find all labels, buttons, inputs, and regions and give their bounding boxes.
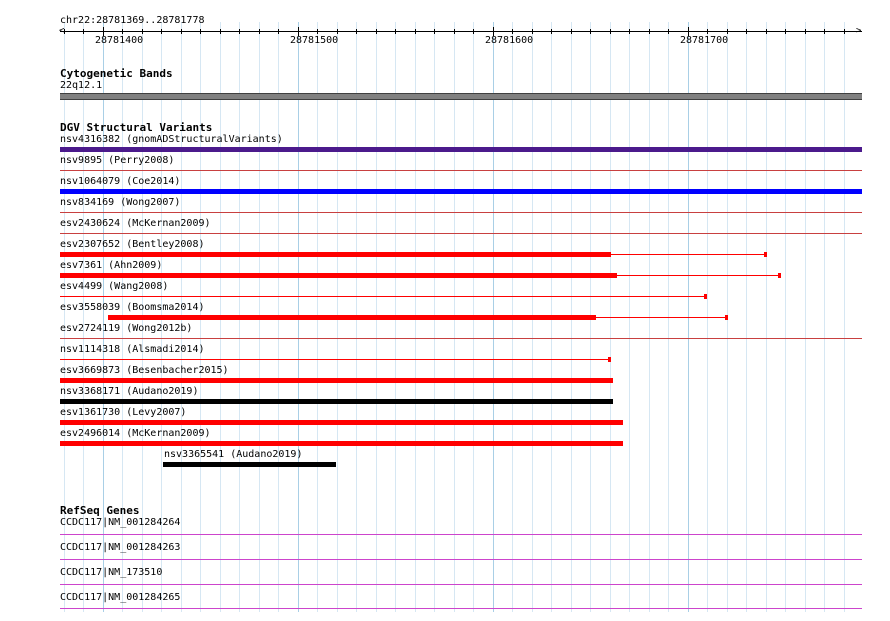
variant-label[interactable]: nsv4316382 (gnomADStructuralVariants) bbox=[60, 134, 283, 145]
ruler-tick bbox=[376, 29, 377, 34]
ruler-tick bbox=[668, 29, 669, 34]
ruler-tick bbox=[434, 29, 435, 34]
variant-bar[interactable] bbox=[60, 189, 862, 194]
ruler-tick bbox=[824, 29, 825, 34]
gene-model[interactable] bbox=[60, 608, 862, 609]
ruler-tick bbox=[395, 29, 396, 34]
variant-bar[interactable] bbox=[60, 147, 862, 152]
ruler-tick bbox=[805, 29, 806, 34]
grid-line bbox=[785, 22, 786, 612]
ruler-tick bbox=[785, 29, 786, 34]
gene-label[interactable]: CCDC117|NM_001284263 bbox=[60, 542, 181, 553]
variant-bar[interactable] bbox=[108, 315, 596, 320]
variant-bar[interactable] bbox=[60, 170, 862, 171]
variant-endcap bbox=[608, 357, 611, 362]
gene-label[interactable]: CCDC117|NM_001284264 bbox=[60, 517, 181, 528]
variant-label[interactable]: nsv3368171 (Audano2019) bbox=[60, 386, 199, 397]
ruler-tick-label: 28781600 bbox=[485, 35, 534, 46]
variant-label[interactable]: esv2430624 (McKernan2009) bbox=[60, 218, 211, 229]
refseq-track-title[interactable]: RefSeq Genes bbox=[60, 504, 140, 517]
variant-endcap bbox=[778, 273, 781, 278]
ruler-tick bbox=[278, 29, 279, 34]
variant-label[interactable]: esv2307652 (Bentley2008) bbox=[60, 239, 205, 250]
ruler-tick bbox=[707, 29, 708, 34]
ruler-left-arrow[interactable]: < bbox=[59, 26, 65, 36]
grid-line bbox=[766, 22, 767, 612]
ruler-location: chr22:28781369..28781778 bbox=[60, 15, 205, 26]
gene-label[interactable]: CCDC117|NM_001284265 bbox=[60, 592, 181, 603]
variant-label[interactable]: nsv1064079 (Coe2014) bbox=[60, 176, 181, 187]
variant-label[interactable]: esv1361730 (Levy2007) bbox=[60, 407, 187, 418]
variant-bar[interactable] bbox=[60, 399, 613, 404]
ruler-tick bbox=[629, 29, 630, 34]
grid-line bbox=[805, 22, 806, 612]
ruler-tick bbox=[551, 29, 552, 34]
variant-bar[interactable] bbox=[163, 462, 336, 467]
variant-bar[interactable] bbox=[60, 273, 617, 278]
variant-bar[interactable] bbox=[60, 338, 862, 339]
grid-line bbox=[746, 22, 747, 612]
variant-bar[interactable] bbox=[60, 296, 705, 297]
ruler-tick bbox=[512, 29, 513, 34]
variant-connector bbox=[596, 317, 726, 318]
variant-connector bbox=[617, 275, 779, 276]
gene-label[interactable]: CCDC117|NM_173510 bbox=[60, 567, 163, 578]
ruler-tick bbox=[473, 29, 474, 34]
ruler-tick bbox=[337, 29, 338, 34]
variant-label[interactable]: nsv3365541 (Audano2019) bbox=[164, 449, 303, 460]
grid-line bbox=[824, 22, 825, 612]
variant-label[interactable]: esv7361 (Ahn2009) bbox=[60, 260, 163, 271]
variant-bar[interactable] bbox=[60, 212, 862, 213]
variant-label[interactable]: esv2496014 (McKernan2009) bbox=[60, 428, 211, 439]
ruler-tick bbox=[64, 29, 65, 34]
ruler-right-arrow[interactable]: > bbox=[856, 26, 862, 36]
variant-label[interactable]: nsv834169 (Wong2007) bbox=[60, 197, 181, 208]
ruler-tick-label: 28781500 bbox=[290, 35, 339, 46]
ruler-tick bbox=[356, 29, 357, 34]
variant-bar[interactable] bbox=[60, 378, 613, 383]
variant-label[interactable]: esv2724119 (Wong2012b) bbox=[60, 323, 193, 334]
variant-endcap bbox=[725, 315, 728, 320]
cyto-track-title[interactable]: Cytogenetic Bands bbox=[60, 67, 173, 80]
ruler-tick bbox=[83, 29, 84, 34]
variant-label[interactable]: nsv1114318 (Alsmadi2014) bbox=[60, 344, 205, 355]
ruler-tick bbox=[415, 29, 416, 34]
variant-bar[interactable] bbox=[60, 420, 623, 425]
ruler-tick bbox=[181, 29, 182, 34]
ruler-tick bbox=[317, 29, 318, 34]
ruler-tick bbox=[220, 29, 221, 34]
ruler-tick-label: 28781700 bbox=[680, 35, 729, 46]
variant-label[interactable]: esv4499 (Wang2008) bbox=[60, 281, 169, 292]
ruler-tick bbox=[454, 29, 455, 34]
ruler-tick bbox=[259, 29, 260, 34]
cyto-band-label: 22q12.1 bbox=[60, 80, 103, 91]
ruler-tick bbox=[766, 29, 767, 34]
variant-bar[interactable] bbox=[60, 233, 862, 234]
variant-endcap bbox=[704, 294, 707, 299]
gene-model[interactable] bbox=[60, 559, 862, 560]
ruler-tick bbox=[161, 29, 162, 34]
ruler-tick bbox=[610, 29, 611, 34]
variant-connector bbox=[611, 254, 765, 255]
ruler-tick bbox=[142, 29, 143, 34]
ruler-tick bbox=[727, 29, 728, 34]
ruler-tick-label: 28781400 bbox=[95, 35, 144, 46]
ruler-tick bbox=[200, 29, 201, 34]
grid-line bbox=[844, 22, 845, 612]
ruler-tick bbox=[239, 29, 240, 34]
dgv-track-title[interactable]: DGV Structural Variants bbox=[60, 121, 213, 134]
ruler-tick bbox=[532, 29, 533, 34]
variant-bar[interactable] bbox=[60, 359, 609, 360]
ruler-tick bbox=[844, 29, 845, 34]
variant-label[interactable]: esv3669873 (Besenbacher2015) bbox=[60, 365, 229, 376]
gene-model[interactable] bbox=[60, 534, 862, 535]
ruler-tick bbox=[590, 29, 591, 34]
variant-endcap bbox=[764, 252, 767, 257]
ruler-tick bbox=[571, 29, 572, 34]
variant-label[interactable]: esv3558039 (Boomsma2014) bbox=[60, 302, 205, 313]
variant-bar[interactable] bbox=[60, 252, 611, 257]
gene-model[interactable] bbox=[60, 584, 862, 585]
ruler-tick bbox=[746, 29, 747, 34]
variant-bar[interactable] bbox=[60, 441, 623, 446]
cyto-band-bar[interactable] bbox=[60, 93, 862, 100]
ruler-tick bbox=[122, 29, 123, 34]
ruler-tick bbox=[649, 29, 650, 34]
variant-label[interactable]: nsv9895 (Perry2008) bbox=[60, 155, 175, 166]
